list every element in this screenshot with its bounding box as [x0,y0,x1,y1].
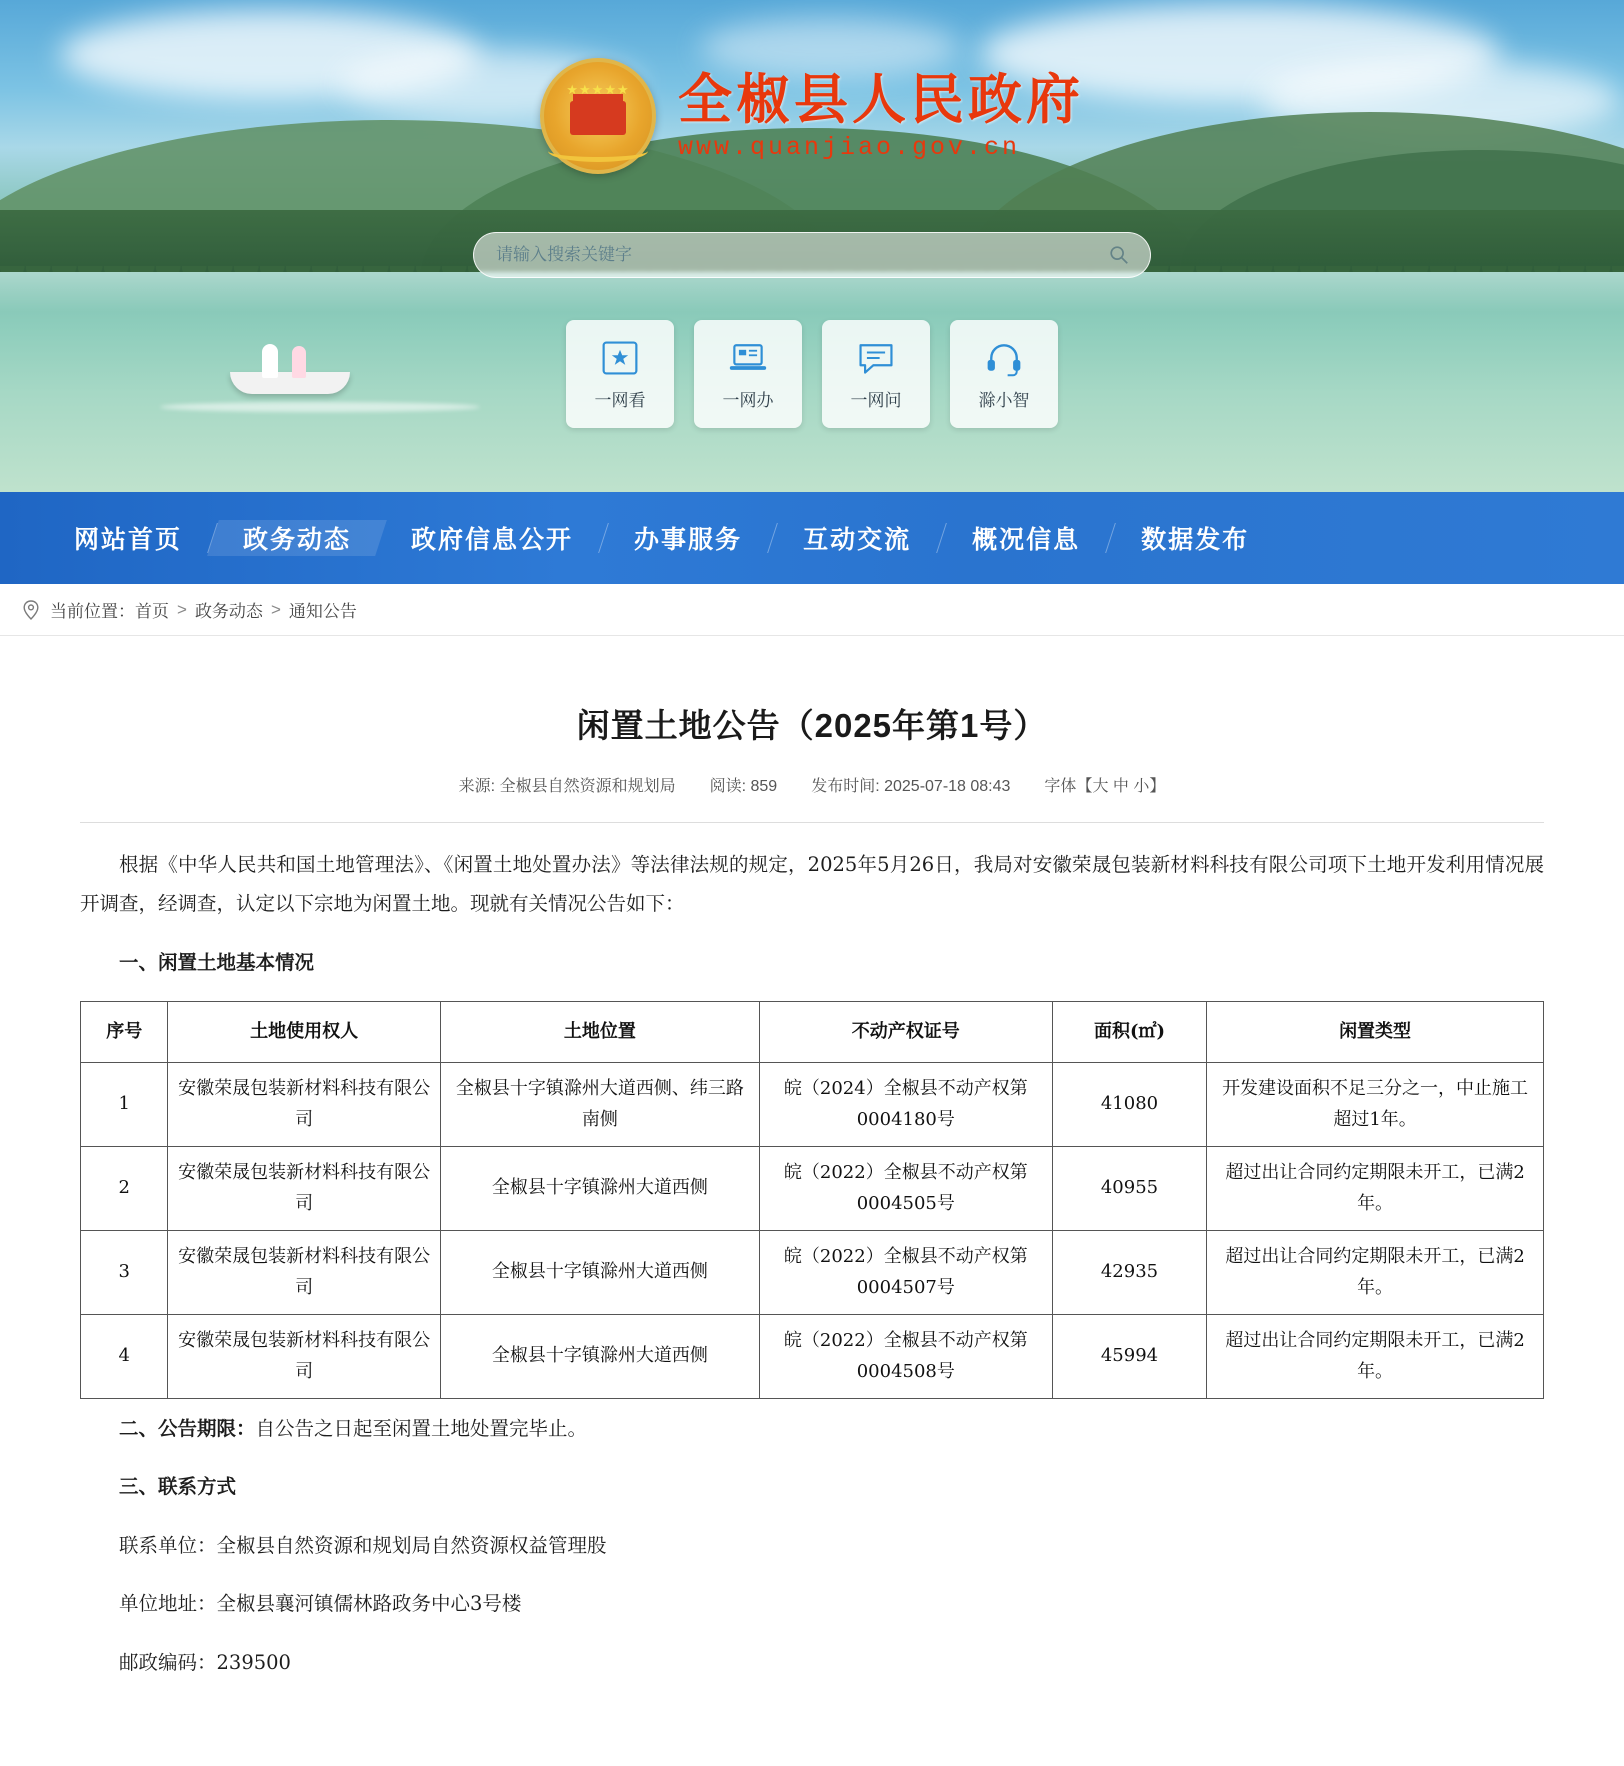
search-icon[interactable] [1108,244,1130,266]
nav-item-services[interactable]: 办事服务 [634,526,743,554]
section-heading-1: 一、闲置土地基本情况 [119,950,315,974]
table-row [81,1314,1544,1398]
location-pin-icon [22,600,40,620]
chat-bubble-icon [854,338,898,378]
quick-entry-tiles [566,320,1058,428]
cell-cert: 皖（2024）全椒县不动产权第0004180号 [759,1062,1052,1146]
site-banner [0,0,1624,492]
cell-area: 45994 [1052,1314,1206,1398]
meta-publish-time: 发布时间: 2025-07-18 08:43 [811,778,1011,795]
column-header-location: 土地位置 [440,1002,759,1063]
section-2 [80,1409,1544,1448]
emblem-gate [570,101,626,135]
font-size-switcher[interactable]: 字体【大 中 小】 [1044,778,1166,795]
search-bar[interactable] [473,232,1151,278]
section-2-text: 自公告之日起至闲置土地处置完毕止。 [255,1416,588,1440]
breadcrumb-item-government-news[interactable]: 政务动态 [194,602,263,621]
cell-location: 全椒县十字镇滁州大道西侧 [440,1146,759,1230]
search-input[interactable] [494,244,1108,266]
section-2-label: 二、公告期限： [119,1416,256,1440]
tile-label: 一网办 [722,390,774,410]
breadcrumb-prefix: 当前位置： [50,602,135,621]
boat-icon [230,372,350,394]
boat-passenger [262,344,278,378]
cell-no: 4 [81,1314,168,1398]
laptop-icon [726,338,770,378]
article-paragraph: 根据《中华人民共和国土地管理法》、《闲置土地处置办法》等法律法规的规定，2025年5月26日，我局对安徽荣晟包装新材料科技有限公司项下土地开发利用情况展开调查，经调查，认定以下宗地为闲置土地。现就有关情况公告如下： [80,853,1544,915]
cell-type: 超过出让合同约定期限未开工，已满2年。 [1207,1314,1544,1398]
column-header-user: 土地使用权人 [168,1002,441,1063]
cell-area: 42935 [1052,1230,1206,1314]
cell-type: 超过出让合同约定期限未开工，已满2年。 [1207,1146,1544,1230]
table-row [81,1230,1544,1314]
breadcrumb-item-notice[interactable]: 通知公告 [288,602,357,621]
tile-chuxiaozhi[interactable] [950,320,1058,428]
cell-no: 3 [81,1230,168,1314]
emblem-stars: ★★★★★ [566,82,630,97]
article-container [0,636,1624,1741]
idle-land-table [80,1001,1544,1399]
contact-postcode: 邮政编码：239500 [119,1650,291,1674]
breadcrumb-separator: > [270,599,281,619]
column-header-cert: 不动产权证号 [759,1002,1052,1063]
cell-user: 安徽荣晟包装新材料科技有限公司 [168,1314,441,1398]
table-row [81,1146,1544,1230]
cell-user: 安徽荣晟包装新材料科技有限公司 [168,1230,441,1314]
cell-no: 2 [81,1146,168,1230]
video-card-icon [598,338,642,378]
tile-label: 一网看 [594,390,646,410]
cell-cert: 皖（2022）全椒县不动产权第0004508号 [759,1314,1052,1398]
contact-unit: 联系单位：全椒县自然资源和规划局自然资源权益管理股 [119,1533,607,1557]
column-header-area: 面积(㎡) [1052,1002,1206,1063]
breadcrumb-separator: > [177,599,187,619]
nav-item-data-release[interactable]: 数据发布 [1141,526,1250,554]
column-header-type: 闲置类型 [1207,1002,1544,1063]
boat-passenger [292,346,306,378]
nav-item-interaction[interactable]: 互动交流 [803,526,912,554]
nav-item-home[interactable]: 网站首页 [74,526,183,554]
cell-user: 安徽荣晟包装新材料科技有限公司 [168,1062,441,1146]
national-emblem-icon [540,58,656,174]
contact-address: 单位地址：全椒县襄河镇儒林路政务中心3号楼 [119,1592,522,1615]
cell-user: 安徽荣晟包装新材料科技有限公司 [168,1146,441,1230]
cell-type: 超过出让合同约定期限未开工，已满2年。 [1207,1230,1544,1314]
cell-location: 全椒县十字镇滁州大道西侧 [440,1230,759,1314]
cell-location: 全椒县十字镇滁州大道西侧 [440,1314,759,1398]
tile-yiwangwen[interactable] [822,320,930,428]
meta-views: 阅读: 859 [709,778,778,795]
divider [80,822,1544,823]
meta-source: 来源: 全椒县自然资源和规划局 [458,778,676,795]
tile-label: 滁小智 [978,390,1030,410]
nav-item-government-news[interactable]: 政务动态 [207,520,387,556]
article-body [80,845,1544,1682]
cell-area: 40955 [1052,1146,1206,1230]
section-heading-3: 三、联系方式 [119,1475,237,1498]
main-navigation [0,492,1624,584]
cell-cert: 皖（2022）全椒县不动产权第0004507号 [759,1230,1052,1314]
breadcrumb [0,584,1624,636]
cell-no: 1 [81,1062,168,1146]
table-row [81,1062,1544,1146]
tile-yiwangban[interactable] [694,320,802,428]
site-url: www.quanjiao.gov.cn [678,133,1021,163]
breadcrumb-item-home[interactable]: 首页 [135,602,169,621]
article-meta [80,773,1544,796]
cell-area: 41080 [1052,1062,1206,1146]
boat-wake [160,402,480,412]
nav-item-overview[interactable]: 概况信息 [972,526,1081,554]
page-title: 闲置土地公告（2025年第1号） [576,707,1048,744]
cell-location: 全椒县十字镇滁州大道西侧、纬三路南侧 [440,1062,759,1146]
cell-type: 开发建设面积不足三分之一，中止施工超过1年。 [1207,1062,1544,1146]
headset-icon [982,338,1026,378]
tile-label: 一网问 [850,390,902,410]
nav-item-info-disclosure[interactable]: 政府信息公开 [411,526,574,554]
table-header-row [81,1002,1544,1063]
cell-cert: 皖（2022）全椒县不动产权第0004505号 [759,1146,1052,1230]
emblem-wheat [548,140,648,162]
tile-yiwangkan[interactable] [566,320,674,428]
column-header-no: 序号 [81,1002,168,1063]
site-title: 全椒县人民政府 [678,66,1084,131]
site-brand[interactable] [540,58,1084,174]
